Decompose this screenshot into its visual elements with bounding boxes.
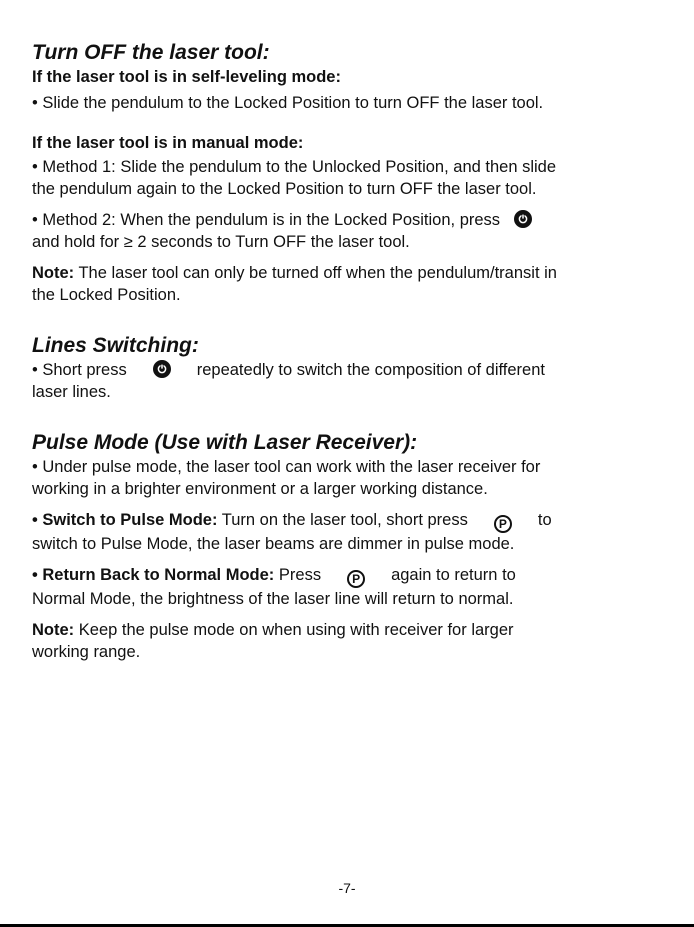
return-normal-line2: Normal Mode, the brightness of the laser line will return to normal. xyxy=(32,590,514,608)
pulse-note-line2: working range. xyxy=(32,643,141,661)
page-number: -7- xyxy=(338,880,356,896)
pulse-intro-line2: working in a brighter environment or a larger working distance. xyxy=(32,480,488,498)
self-leveling-subheading: If the laser tool is in self-leveling mode: xyxy=(32,68,341,86)
lines-switching-heading: Lines Switching: xyxy=(32,334,199,357)
pulse-p-icon: P xyxy=(347,570,365,588)
switch-pulse-line2: switch to Pulse Mode, the laser beams are dimmer in pulse mode. xyxy=(32,535,515,553)
pulse-note-label: Note: xyxy=(32,621,75,639)
switch-pulse-line1 xyxy=(32,509,662,533)
lines-switching-line1 xyxy=(32,359,662,381)
return-normal-press: Press xyxy=(274,566,322,584)
pulse-p-icon: P xyxy=(494,515,512,533)
switch-pulse-label: • Switch to Pulse Mode: xyxy=(32,511,218,529)
return-normal-line1 xyxy=(32,564,662,588)
power-icon xyxy=(514,210,532,228)
return-normal-again: again to return to xyxy=(391,566,516,584)
power-icon xyxy=(153,360,171,378)
pulse-mode-heading: Pulse Mode (Use with Laser Receiver): xyxy=(32,431,418,454)
pulse-intro-line1: • Under pulse mode, the laser tool can work with the laser receiver for xyxy=(32,458,541,476)
switch-pulse-to: to xyxy=(537,511,552,529)
manual-mode-subheading: If the laser tool is in manual mode: xyxy=(32,134,304,152)
method2-line2: and hold for ≥ 2 seconds to Turn OFF the laser tool. xyxy=(32,233,410,251)
pulse-note-line1 xyxy=(32,619,662,641)
self-leveling-text: • Slide the pendulum to the Locked Position to turn OFF the laser tool. xyxy=(32,94,544,112)
method1-line1: • Method 1: Slide the pendulum to the Unlocked Position, and then slide xyxy=(32,158,557,176)
repeatedly-text: repeatedly to switch the composition of different xyxy=(196,361,545,379)
switch-pulse-text: Turn on the laser tool, short press xyxy=(217,511,468,529)
pulse-note-text: Keep the pulse mode on when using with receiver for larger xyxy=(74,621,514,639)
lines-switching-line2: laser lines. xyxy=(32,383,111,401)
note-label: Note: xyxy=(32,264,75,282)
turn-off-heading: Turn OFF the laser tool: xyxy=(32,41,270,64)
turn-off-note-line2: the Locked Position. xyxy=(32,286,181,304)
method2-line1 xyxy=(32,209,662,231)
short-press-text: • Short press xyxy=(32,361,127,379)
note-text: The laser tool can only be turned off when the pendulum/transit in xyxy=(74,264,557,282)
method2-text: • Method 2: When the pendulum is in the Locked Position, press xyxy=(32,211,501,229)
manual-page xyxy=(32,40,662,663)
turn-off-note-line1 xyxy=(32,262,662,284)
return-normal-label: • Return Back to Normal Mode: xyxy=(32,566,275,584)
method1-line2: the pendulum again to the Locked Position to turn OFF the laser tool. xyxy=(32,180,537,198)
